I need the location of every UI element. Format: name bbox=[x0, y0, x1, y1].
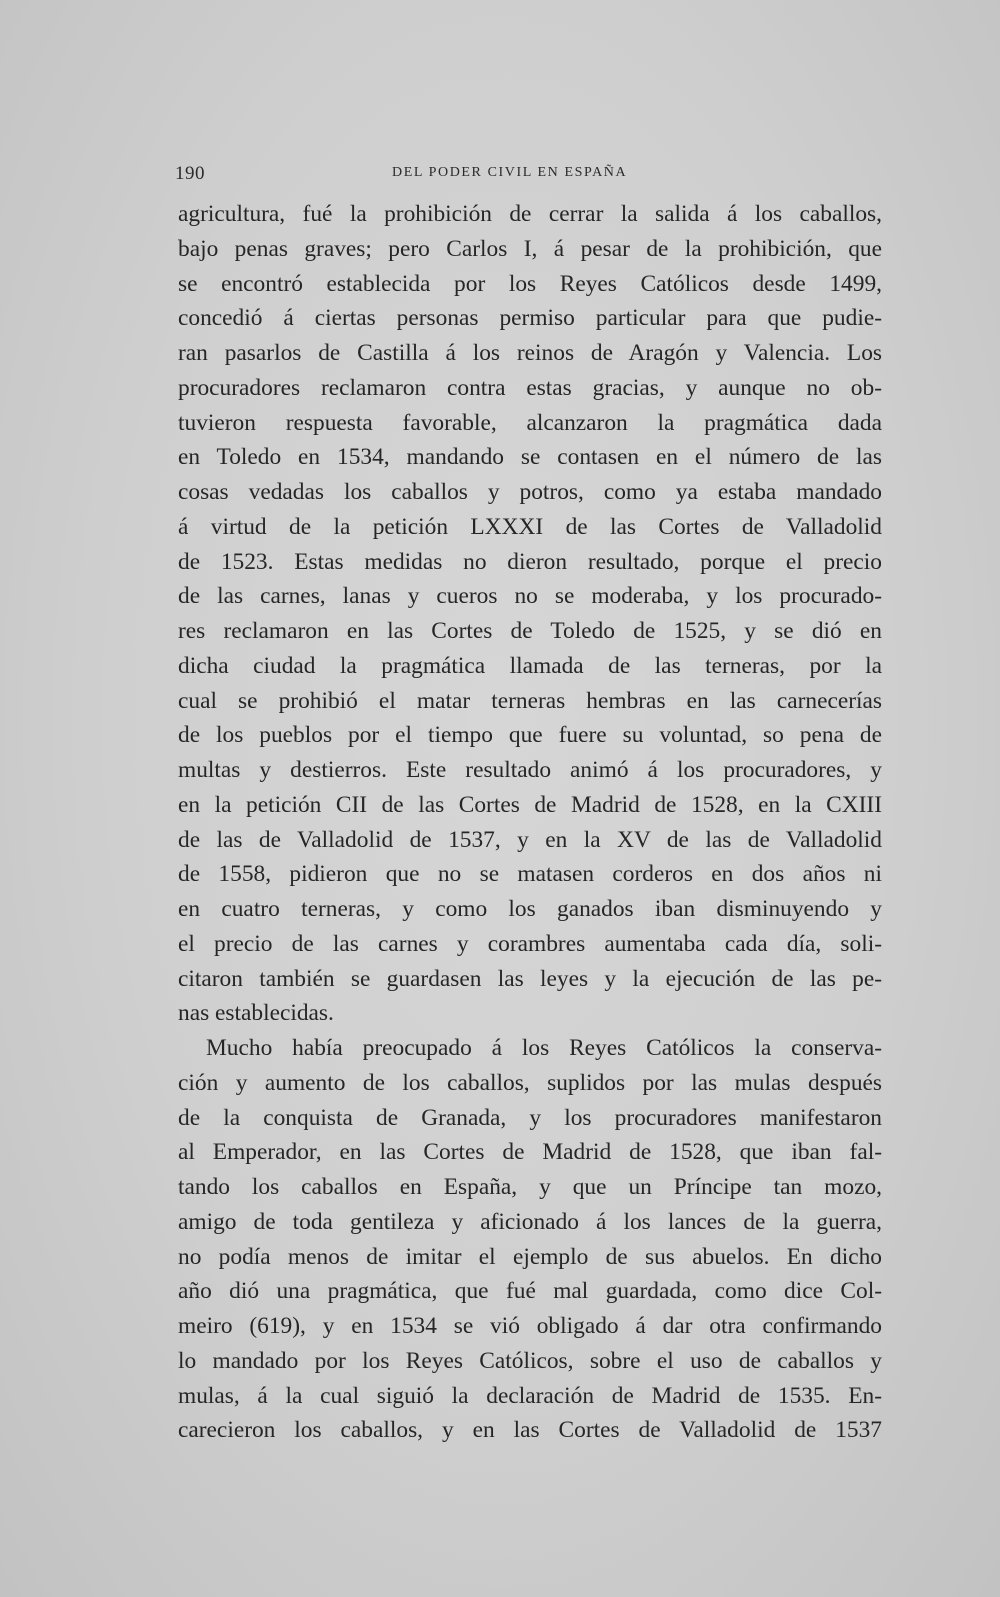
text-line: cual se prohibió el matar terneras hembras en las carnecerías bbox=[178, 687, 882, 714]
text-line: amigo de toda gentileza y aficionado á los lances de la guerra, bbox=[178, 1208, 882, 1235]
text-line: al Emperador, en las Cortes de Madrid de 1528, que iban fal- bbox=[178, 1139, 882, 1166]
body-text bbox=[178, 197, 882, 1448]
text-line: procuradores reclamaron contra estas gracias, y aunque no ob- bbox=[178, 374, 882, 401]
text-line: mulas, á la cual siguió la declaración de Madrid de 1535. En- bbox=[178, 1382, 882, 1409]
text-line: de los pueblos por el tiempo que fuere su voluntad, so pena de bbox=[178, 722, 882, 749]
text-line: en cuatro terneras, y como los ganados iban disminuyendo y bbox=[178, 896, 882, 922]
paragraph-2 bbox=[178, 1031, 882, 1448]
text-line: ran pasarlos de Castilla á los reinos de Aragón y Valencia. Los bbox=[178, 340, 882, 366]
text-line: de la conquista de Granada, y los procuradores manifestaron bbox=[178, 1104, 882, 1131]
text-line: á virtud de la petición LXXXI de las Cortes de Valladolid bbox=[178, 513, 882, 540]
page-header bbox=[175, 163, 879, 187]
text-line: tando los caballos en España, y que un Príncipe tan mozo, bbox=[178, 1174, 882, 1200]
text-line: de 1558, pidieron que no se matasen corderos en dos años ni bbox=[178, 861, 882, 888]
text-line: carecieron los caballos, y en las Cortes de Valladolid de 1537 bbox=[178, 1417, 882, 1444]
text-line: multas y destierros. Este resultado animó á los procuradores, y bbox=[178, 757, 882, 783]
page-number: 190 bbox=[175, 163, 205, 184]
text-line: cosas vedadas los caballos y potros, como ya estaba mandado bbox=[178, 479, 882, 505]
text-line: meiro (619), y en 1534 se vió obligado á dar otra confirmando bbox=[178, 1313, 882, 1339]
running-head: DEL PODER CIVIL EN ESPAÑA bbox=[392, 165, 628, 180]
text-line: concedió á ciertas personas permiso particular para que pudie- bbox=[178, 305, 882, 332]
text-line: Mucho había preocupado á los Reyes Católicos la conserva- bbox=[206, 1035, 882, 1061]
text-line: lo mandado por los Reyes Católicos, sobre el uso de caballos y bbox=[178, 1347, 882, 1374]
text-line: nas establecidas. bbox=[178, 1000, 334, 1027]
text-line: ción y aumento de los caballos, suplidos por las mulas después bbox=[178, 1069, 882, 1096]
text-line: bajo penas graves; pero Carlos I, á pesar de la prohibición, que bbox=[178, 235, 882, 262]
text-line: año dió una pragmática, que fué mal guardada, como dice Col- bbox=[178, 1278, 882, 1305]
text-line: en Toledo en 1534, mandando se contasen en el número de las bbox=[178, 444, 882, 471]
paragraph-1 bbox=[178, 197, 882, 1031]
text-line: en la petición CII de las Cortes de Madrid de 1528, en la CXIII bbox=[178, 791, 882, 818]
text-line: agricultura, fué la prohibición de cerrar la salida á los caballos, bbox=[178, 201, 882, 227]
text-line: tuvieron respuesta favorable, alcanzaron la pragmática dada bbox=[178, 409, 882, 436]
text-line: no podía menos de imitar el ejemplo de sus abuelos. En dicho bbox=[178, 1243, 882, 1270]
text-line: de 1523. Estas medidas no dieron resultado, porque el precio bbox=[178, 548, 882, 575]
text-line: de las carnes, lanas y cueros no se moderaba, y los procurado- bbox=[178, 583, 882, 610]
text-line: dicha ciudad la pragmática llamada de las terneras, por la bbox=[178, 652, 882, 679]
text-line: el precio de las carnes y corambres aumentaba cada día, soli- bbox=[178, 930, 882, 957]
text-line: se encontró establecida por los Reyes Católicos desde 1499, bbox=[178, 270, 882, 297]
text-line: de las de Valladolid de 1537, y en la XV de las de Valladolid bbox=[178, 826, 882, 853]
text-line: citaron también se guardasen las leyes y la ejecución de las pe- bbox=[178, 965, 882, 992]
text-line: res reclamaron en las Cortes de Toledo de 1525, y se dió en bbox=[178, 618, 882, 644]
